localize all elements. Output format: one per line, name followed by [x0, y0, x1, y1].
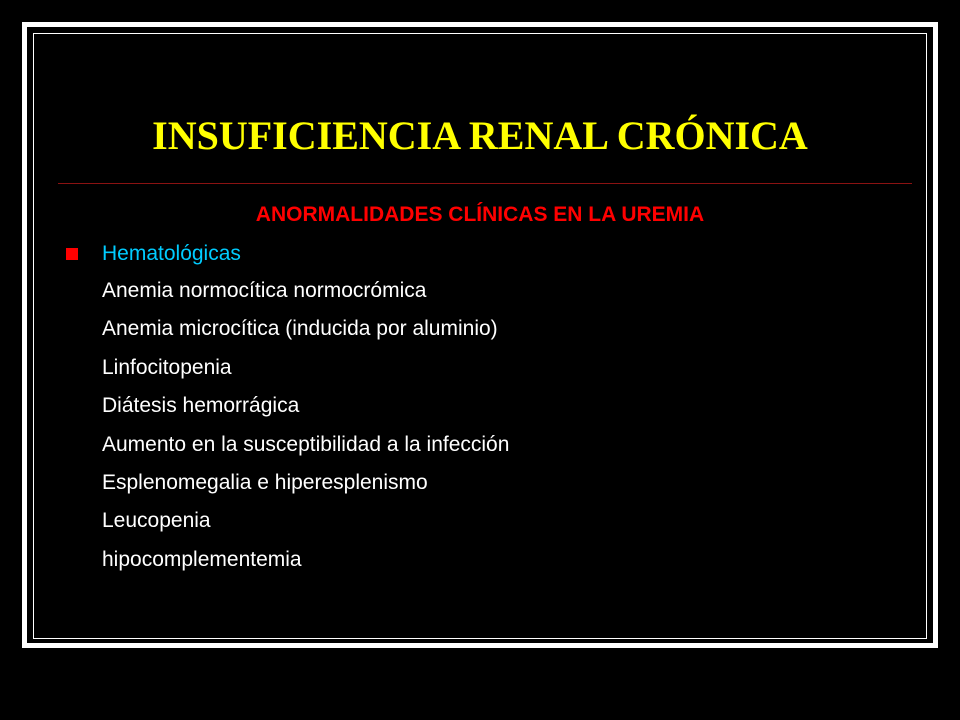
- slide-title: INSUFICIENCIA RENAL CRÓNICA: [152, 113, 808, 158]
- title-divider: [58, 183, 912, 184]
- findings-list: [102, 276, 509, 583]
- list-item: Anemia microcítica (inducida por aluminio): [102, 317, 498, 341]
- list-item: Linfocitopenia: [102, 355, 232, 379]
- list-item: Leucopenia: [102, 509, 211, 533]
- slide-subtitle: ANORMALIDADES CLÍNICAS EN LA UREMIA: [255, 203, 705, 226]
- square-bullet-icon: [66, 248, 78, 260]
- list-item: Anemia normocítica normocrómica: [102, 279, 427, 302]
- list-item: Esplenomegalia e hiperesplenismo: [102, 470, 428, 494]
- category-label: Hematológicas: [102, 242, 241, 265]
- list-item: Aumento en la susceptibilidad a la infección: [102, 432, 510, 456]
- category-bullet-row: [66, 239, 241, 269]
- list-item: hipocomplementemia: [102, 547, 302, 571]
- list-item: Diátesis hemorrágica: [102, 394, 300, 418]
